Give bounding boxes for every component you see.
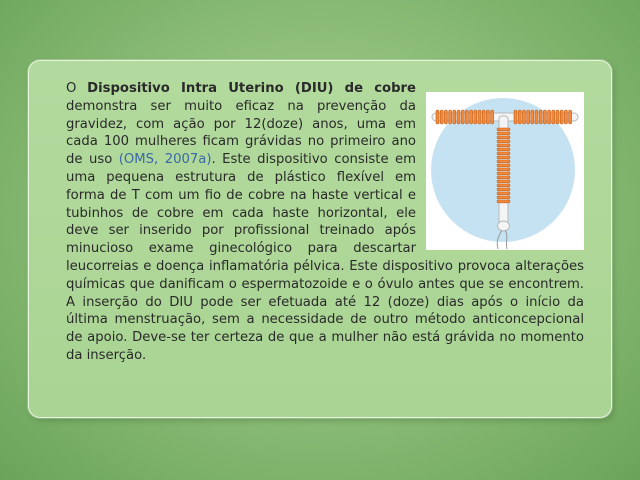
copper-coil-segment: [560, 110, 563, 124]
copper-coil-segment: [436, 110, 439, 124]
copper-coil-segment: [497, 176, 510, 179]
copper-coil-segment: [527, 110, 530, 124]
copper-coil-segment: [497, 144, 510, 147]
copper-coil-segment: [497, 200, 510, 203]
copper-coil-segment: [556, 110, 559, 124]
copper-coil-segment: [497, 168, 510, 171]
copper-coil-segment: [531, 110, 534, 124]
copper-coil-segment: [548, 110, 551, 124]
copper-coil-segment: [497, 172, 510, 175]
iud-term: Dispositivo Intra Uterino (DIU) de cobre: [87, 81, 416, 96]
copper-coil-segment: [497, 132, 510, 135]
copper-coil-segment: [497, 164, 510, 167]
citation-link[interactable]: (OMS, 2007a): [118, 152, 212, 168]
copper-coil-segment: [543, 110, 546, 124]
copper-coil-segment: [497, 148, 510, 151]
copper-t-iud-icon: [426, 92, 584, 250]
copper-coil-segment: [478, 110, 481, 124]
copper-coil-segment: [497, 192, 510, 195]
copper-coil-segment: [522, 110, 525, 124]
copper-coil-segment: [497, 180, 510, 183]
copper-coil-segment: [444, 110, 447, 124]
paragraph-part2: . Este dispositivo consiste em uma pequena estrutura de plástico flexível em forma de T com um fio de cobre na haste vertical e tubinhos de cobre em cada haste horizontal, ele deve ser inserido por profissional treinado após minucioso exame ginecológico para descartar leucorreias e doença inflamatória pélvica. Este dispositivo provoca alterações químicas que danificam o espermatozoide e o óvulo antes que se encontrem. A inserção do DIU pode ser efetuada até 12 (doze) dias após o início da última menstruação, sem a necessidade de outro método anticoncepcional de apoio. Deve-se ter certeza de que a mulher não está grávida no momento da inserção.: [66, 152, 584, 363]
paragraph-part1: demonstra ser muito eficaz na prevenção da gravidez, com ação por 12(doze) anos, uma em cada 100 mulheres ficam grávidas no primeiro ano de uso: [66, 98, 416, 168]
copper-coil-segment: [497, 188, 510, 191]
copper-coil-segment: [461, 110, 464, 124]
copper-coil-segment: [453, 110, 456, 124]
copper-coil-segment: [535, 110, 538, 124]
copper-coil-segment: [457, 110, 460, 124]
copper-coil-segment: [491, 110, 494, 124]
paragraph-lead: O: [66, 81, 88, 96]
copper-coil-segment: [486, 110, 489, 124]
copper-coil-segment: [564, 110, 567, 124]
copper-coil-segment: [470, 110, 473, 124]
iud-illustration: [426, 92, 584, 250]
copper-coil-segment: [449, 110, 452, 124]
copper-coil-segment: [514, 110, 517, 124]
copper-coil-segment: [569, 110, 572, 124]
copper-coil-segment: [482, 110, 485, 124]
content-card: [28, 60, 612, 418]
copper-coil-segment: [518, 110, 521, 124]
copper-coil-segment: [497, 128, 510, 131]
copper-coil-segment: [497, 160, 510, 163]
copper-coil-segment: [497, 136, 510, 139]
stem-bulb: [498, 221, 510, 231]
copper-coil-segment: [497, 184, 510, 187]
copper-coil-segment: [474, 110, 477, 124]
copper-coil-segment: [497, 196, 510, 199]
copper-coil-segment: [497, 156, 510, 159]
copper-coil-segment: [497, 140, 510, 143]
copper-coil-segment: [497, 152, 510, 155]
copper-coil-segment: [552, 110, 555, 124]
copper-coil-segment: [539, 110, 542, 124]
copper-coil-segment: [440, 110, 443, 124]
copper-coil-segment: [465, 110, 468, 124]
